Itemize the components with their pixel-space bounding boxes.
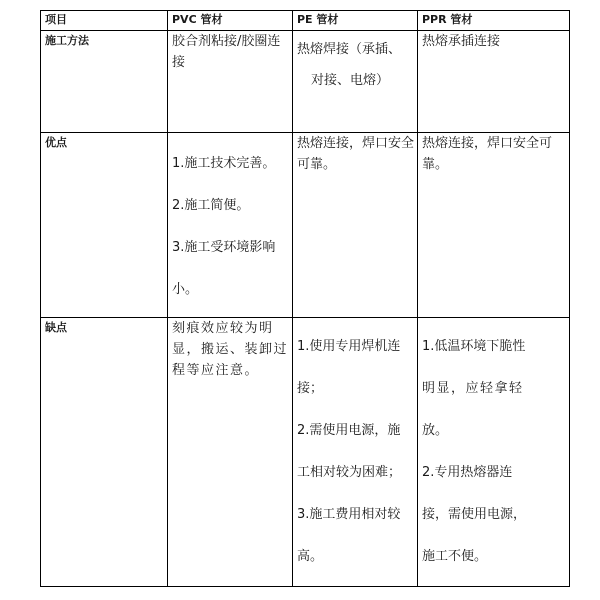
cell-text: 接，需使用电源，	[422, 507, 527, 522]
table-row-method	[41, 31, 570, 133]
cell-pe-advantages	[293, 133, 418, 318]
cell-text: 热熔焊接（承插、	[297, 42, 402, 57]
cell-text: 1.施工技术完善。	[172, 156, 276, 171]
cell-text: 明显，应轻拿轻	[422, 381, 524, 396]
cell-pvc-advantages	[168, 133, 293, 318]
cell-text: 1.低温环境下脆性	[422, 339, 526, 354]
cell-text: 刻痕效应较为明显，搬运、装卸过程等应注意。	[172, 321, 289, 378]
comparison-table	[40, 10, 570, 587]
row-label-disadvantages: 缺点	[41, 318, 168, 587]
header-row	[41, 11, 570, 31]
cell-text: 对接、电熔）	[311, 73, 390, 88]
header-ppr-label: PPR 管材	[422, 13, 473, 26]
cell-text: 2.施工简便。	[172, 198, 250, 213]
row-label-method: 施工方法	[41, 31, 168, 133]
cell-ppr-method	[418, 31, 570, 133]
cell-pe-method	[293, 31, 418, 133]
cell-text: 放。	[422, 423, 449, 438]
cell-text: 胶合剂粘接/胶圈连接	[172, 34, 281, 70]
header-item-label: 项目	[45, 13, 67, 26]
table-row-advantages	[41, 133, 570, 318]
cell-text: 施工不便。	[422, 549, 488, 564]
cell-text: 2.需使用电源，施	[297, 423, 401, 438]
cell-text: 2.专用热熔器连	[422, 465, 513, 480]
header-pe	[293, 11, 418, 31]
cell-text: 小。	[172, 282, 199, 297]
header-item	[41, 11, 168, 31]
header-pvc	[168, 11, 293, 31]
cell-pvc-disadvantages	[168, 318, 293, 587]
cell-text: 热熔连接，焊口安全可靠。	[297, 136, 415, 172]
cell-text: 接；	[297, 381, 324, 396]
cell-pe-disadvantages	[293, 318, 418, 587]
cell-text: 1.使用专用焊机连	[297, 339, 401, 354]
cell-text: 3.施工费用相对较	[297, 507, 401, 522]
cell-ppr-disadvantages	[418, 318, 570, 587]
cell-text: 工相对较为困难；	[297, 465, 402, 480]
header-ppr	[418, 11, 570, 31]
row-label-advantages: 优点	[41, 133, 168, 318]
cell-text: 热熔连接，焊口安全可靠。	[422, 136, 553, 172]
cell-text: 高。	[297, 549, 324, 564]
table-row-disadvantages	[41, 318, 570, 587]
header-pvc-label: PVC 管材	[172, 13, 223, 26]
cell-pvc-method	[168, 31, 293, 133]
cell-text: 3.施工受环境影响	[172, 240, 276, 255]
cell-ppr-advantages	[418, 133, 570, 318]
header-pe-label: PE 管材	[297, 13, 339, 26]
cell-text: 热熔承插连接	[422, 34, 501, 49]
